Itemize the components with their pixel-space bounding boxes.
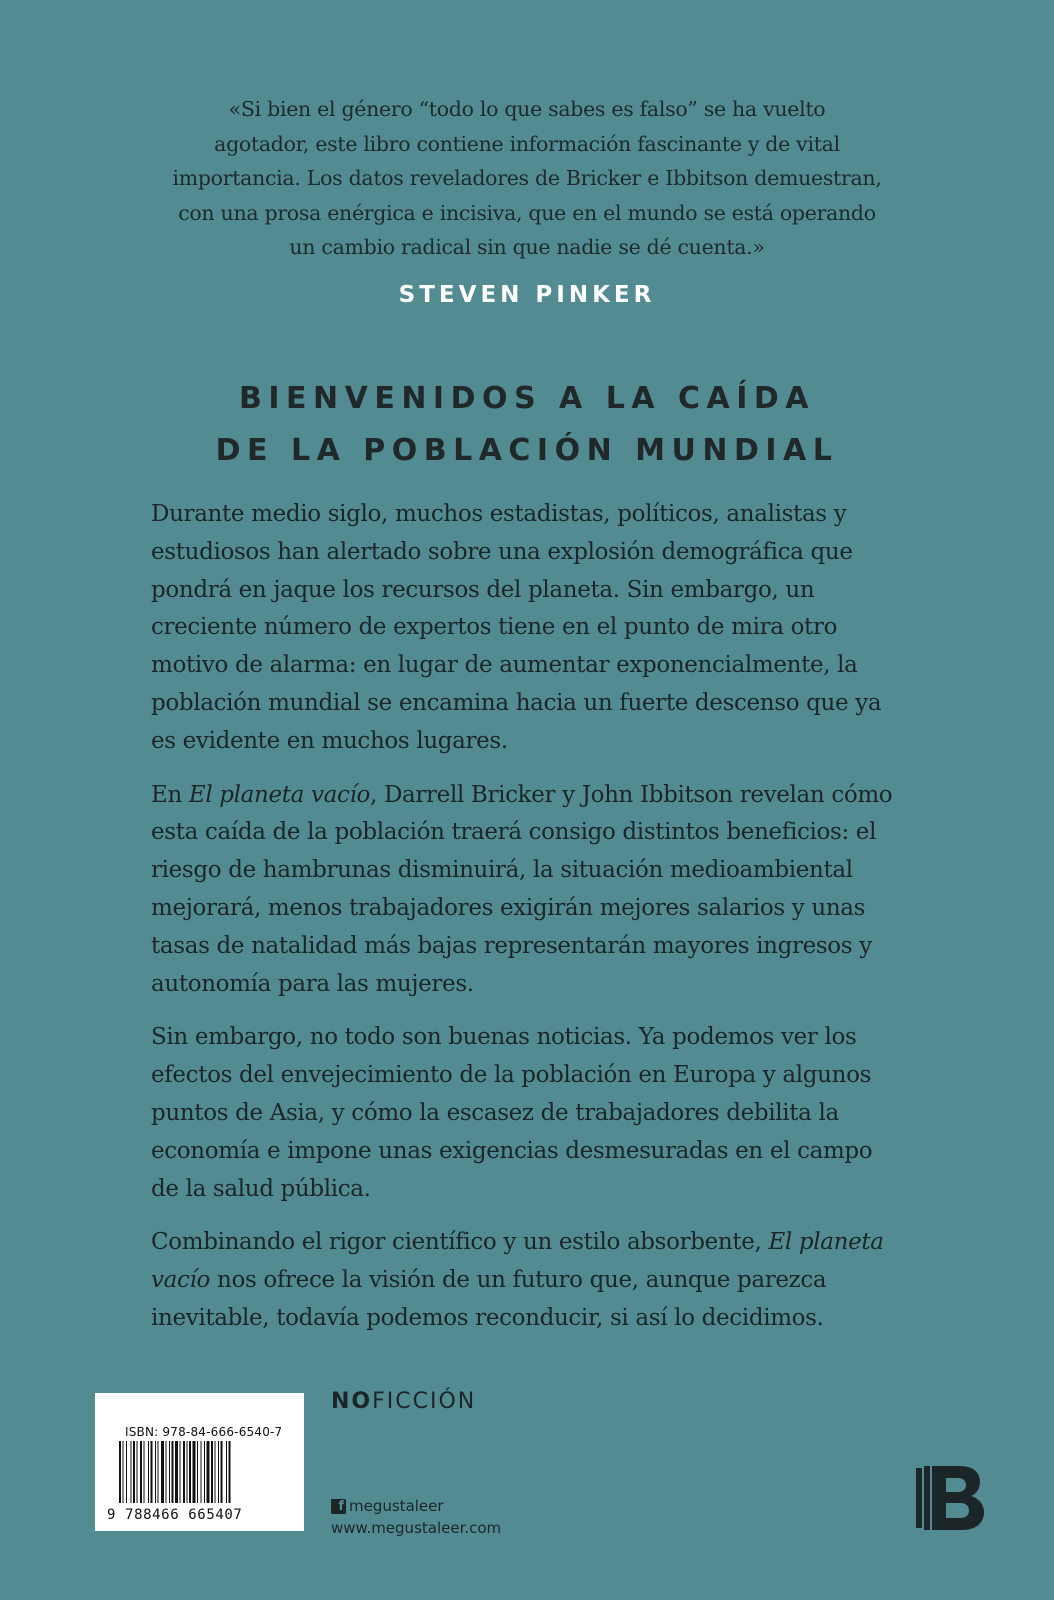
quote-line: «Si bien el género “todo lo que sabes es falso” se ha vuelto: [228, 97, 826, 121]
collection-label-bold: NO: [331, 1389, 373, 1414]
quote-line: un cambio radical sin que nadie se dé cuenta.»: [289, 235, 765, 259]
social-links: [331, 1495, 501, 1539]
book-title: El planeta vacío: [151, 1229, 884, 1294]
isbn-barcode: [95, 1393, 304, 1531]
collection-label-rest: FICCIÓN: [372, 1389, 477, 1414]
heading-line-1: BIENVENIDOS A LA CAÍDA: [238, 381, 816, 416]
barcode-bars-icon: [109, 1441, 289, 1505]
barcode-digits: 9 788466 665407: [107, 1507, 243, 1523]
endorsement-quote: [150, 92, 904, 265]
facebook-icon: f: [331, 1499, 346, 1514]
synopsis-paragraph-3: Sin embargo, no todo son buenas noticias. Ya podemos ver los efectos del envejecimiento de la población en Europa y algunos puntos de Asia, y cómo la escasez de trabajadores debilita la economía e impone unas exigencias desmesuradas en el campo de la salud pública.: [151, 1024, 873, 1202]
book-title: El planeta vacío: [188, 781, 371, 808]
quote-line: agotador, este libro contiene información fascinante y de vital: [214, 131, 840, 156]
synopsis: [151, 496, 903, 1354]
website-link[interactable]: www.megustaleer.com: [331, 1519, 502, 1537]
synopsis-paragraph-4: Combinando el rigor científico y un estilo absorbente, El planeta vacío nos ofrece la visión de un futuro que, aunque parezca inevitable, todavía podemos reconducir, si así lo decidimos.: [151, 1229, 884, 1331]
quote-line: con una prosa enérgica e incisiva, que en el mundo se está operando: [178, 200, 876, 225]
facebook-handle[interactable]: megustaleer: [349, 1497, 444, 1515]
facebook-row[interactable]: [331, 1495, 501, 1517]
heading-line-2: DE LA POBLACIÓN MUNDIAL: [215, 433, 839, 468]
isbn-label: ISBN: 978-84-666-6540-7: [125, 1425, 283, 1439]
section-heading: [0, 373, 1054, 477]
quote-author: STEVEN PINKER: [398, 282, 656, 308]
synopsis-paragraph-1: Durante medio siglo, muchos estadistas, políticos, analistas y estudiosos han alertado sobre una explosión demográfica que pondrá en jaque los recursos del planeta. Sin embargo, un creciente número de expertos tiene en el punto de mira otro motivo de alarma: en lugar de aumentar exponencialmente, la población mundial se encamina hacia un fuerte descenso que ya es evidente en muchos lugares.: [151, 501, 882, 754]
publisher-logo-icon: [916, 1466, 986, 1530]
collection-label: [331, 1389, 476, 1414]
quote-line: importancia. Los datos reveladores de Bricker e Ibbitson demuestran,: [172, 166, 882, 190]
synopsis-paragraph-2: En El planeta vacío, Darrell Bricker y John Ibbitson revelan cómo esta caída de la población traerá consigo distintos beneficios: el riesgo de hambrunas disminuirá, la situación medioambiental mejorará, menos trabajadores exigirán mejores salarios y unas tasas de natalidad más bajas representarán mayores ingresos y autonomía para las mujeres.: [151, 781, 893, 997]
